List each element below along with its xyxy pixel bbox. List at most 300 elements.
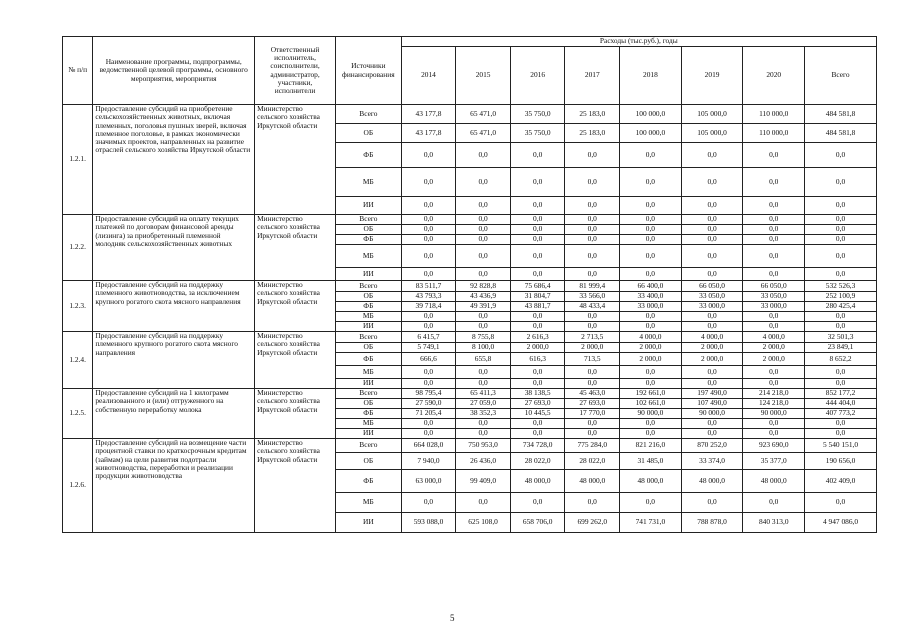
row-number: 1.2.4. bbox=[63, 332, 93, 389]
value-cell: 0,0 bbox=[510, 493, 565, 513]
value-cell: 593 088,0 bbox=[401, 513, 456, 533]
value-cell: 100 000,0 bbox=[620, 105, 682, 124]
value-cell: 0,0 bbox=[456, 419, 511, 429]
value-cell: 734 728,0 bbox=[510, 439, 565, 453]
header-source: Источники финансирования bbox=[335, 37, 401, 105]
value-cell: 0,0 bbox=[401, 225, 456, 235]
value-cell: 0,0 bbox=[401, 493, 456, 513]
value-cell: 0,0 bbox=[681, 168, 743, 197]
value-cell: 33 374,0 bbox=[681, 453, 743, 470]
funding-source: ИИ bbox=[335, 513, 401, 533]
value-cell: 0,0 bbox=[620, 312, 682, 322]
value-cell: 0,0 bbox=[620, 168, 682, 197]
value-cell: 0,0 bbox=[743, 215, 805, 225]
value-cell: 83 511,7 bbox=[401, 281, 456, 292]
funding-source: ИИ bbox=[335, 197, 401, 215]
funding-source: МБ bbox=[335, 245, 401, 268]
value-cell: 28 022,0 bbox=[565, 453, 620, 470]
value-cell: 0,0 bbox=[456, 268, 511, 281]
value-cell: 48 000,0 bbox=[681, 470, 743, 493]
executor: Министерство сельского хозяйства Иркутской области bbox=[255, 389, 336, 439]
value-cell: 0,0 bbox=[620, 429, 682, 439]
value-cell: 0,0 bbox=[681, 143, 743, 168]
value-cell: 0,0 bbox=[401, 312, 456, 322]
value-cell: 31 485,0 bbox=[620, 453, 682, 470]
value-cell: 664 028,0 bbox=[401, 439, 456, 453]
value-cell: 124 218,0 bbox=[743, 399, 805, 409]
value-cell: 26 436,0 bbox=[456, 453, 511, 470]
value-cell: 192 661,0 bbox=[620, 389, 682, 399]
value-cell: 625 108,0 bbox=[456, 513, 511, 533]
value-cell: 197 490,0 bbox=[681, 389, 743, 399]
value-cell: 33 000,0 bbox=[681, 302, 743, 312]
value-cell: 0,0 bbox=[401, 245, 456, 268]
table-row bbox=[63, 389, 877, 399]
table-body bbox=[63, 105, 877, 533]
value-cell: 0,0 bbox=[743, 225, 805, 235]
total-cell: 484 581,8 bbox=[805, 124, 877, 143]
value-cell: 741 731,0 bbox=[620, 513, 682, 533]
value-cell: 17 770,0 bbox=[565, 409, 620, 419]
value-cell: 8 100,0 bbox=[456, 343, 511, 353]
page-number: 5 bbox=[450, 613, 455, 623]
header-executor: Ответственный исполнитель, соисполнители, администратор, участники, исполнители bbox=[255, 37, 336, 105]
value-cell: 0,0 bbox=[510, 225, 565, 235]
total-cell: 190 656,0 bbox=[805, 453, 877, 470]
value-cell: 35 750,0 bbox=[510, 124, 565, 143]
table-row bbox=[63, 332, 877, 343]
value-cell: 0,0 bbox=[456, 493, 511, 513]
value-cell: 0,0 bbox=[510, 366, 565, 379]
value-cell: 0,0 bbox=[401, 379, 456, 389]
value-cell: 48 000,0 bbox=[743, 470, 805, 493]
value-cell: 0,0 bbox=[681, 268, 743, 281]
value-cell: 0,0 bbox=[743, 493, 805, 513]
table-row bbox=[63, 281, 877, 292]
value-cell: 2 000,0 bbox=[681, 353, 743, 366]
value-cell: 110 000,0 bbox=[743, 105, 805, 124]
total-cell: 0,0 bbox=[805, 493, 877, 513]
value-cell: 48 000,0 bbox=[565, 470, 620, 493]
total-cell: 0,0 bbox=[805, 225, 877, 235]
value-cell: 8 755,8 bbox=[456, 332, 511, 343]
value-cell: 27 693,0 bbox=[565, 399, 620, 409]
measure-name: Предоставление субсидий на оплату текущих платежей по договорам финансовой аренды (лизинга) за приобретенный племенной молодняк сельскохозяйственных животных bbox=[93, 215, 255, 281]
value-cell: 65 411,3 bbox=[456, 389, 511, 399]
value-cell: 0,0 bbox=[565, 245, 620, 268]
value-cell: 75 686,4 bbox=[510, 281, 565, 292]
total-cell: 0,0 bbox=[805, 419, 877, 429]
total-cell: 0,0 bbox=[805, 429, 877, 439]
total-cell: 0,0 bbox=[805, 268, 877, 281]
funding-source: ИИ bbox=[335, 268, 401, 281]
funding-source: ФБ bbox=[335, 470, 401, 493]
value-cell: 0,0 bbox=[681, 197, 743, 215]
funding-source: МБ bbox=[335, 366, 401, 379]
value-cell: 105 000,0 bbox=[681, 124, 743, 143]
value-cell: 0,0 bbox=[510, 143, 565, 168]
funding-source: ФБ bbox=[335, 353, 401, 366]
value-cell: 65 471,0 bbox=[456, 105, 511, 124]
total-cell: 0,0 bbox=[805, 322, 877, 332]
header-total: Всего bbox=[805, 47, 877, 105]
value-cell: 2 000,0 bbox=[510, 343, 565, 353]
value-cell: 0,0 bbox=[620, 245, 682, 268]
budget-table bbox=[62, 36, 877, 533]
value-cell: 45 463,0 bbox=[565, 389, 620, 399]
value-cell: 0,0 bbox=[681, 379, 743, 389]
value-cell: 0,0 bbox=[743, 419, 805, 429]
value-cell: 0,0 bbox=[743, 143, 805, 168]
header-year: 2019 bbox=[681, 47, 743, 105]
header-expenses: Расходы (тыс.руб.), годы bbox=[401, 37, 876, 47]
funding-source: ОБ bbox=[335, 292, 401, 302]
value-cell: 0,0 bbox=[565, 143, 620, 168]
value-cell: 0,0 bbox=[456, 429, 511, 439]
value-cell: 0,0 bbox=[620, 268, 682, 281]
value-cell: 0,0 bbox=[743, 268, 805, 281]
value-cell: 0,0 bbox=[565, 168, 620, 197]
value-cell: 0,0 bbox=[620, 493, 682, 513]
value-cell: 102 661,0 bbox=[620, 399, 682, 409]
value-cell: 4 000,0 bbox=[743, 332, 805, 343]
header-num: № п/п bbox=[63, 37, 93, 105]
total-cell: 402 409,0 bbox=[805, 470, 877, 493]
funding-source: ОБ bbox=[335, 453, 401, 470]
value-cell: 6 415,7 bbox=[401, 332, 456, 343]
row-number: 1.2.3. bbox=[63, 281, 93, 332]
value-cell: 0,0 bbox=[401, 322, 456, 332]
value-cell: 2 000,0 bbox=[743, 343, 805, 353]
value-cell: 27 059,0 bbox=[456, 399, 511, 409]
value-cell: 821 216,0 bbox=[620, 439, 682, 453]
value-cell: 33 050,0 bbox=[681, 292, 743, 302]
value-cell: 0,0 bbox=[456, 322, 511, 332]
executor: Министерство сельского хозяйства Иркутской области bbox=[255, 439, 336, 533]
value-cell: 0,0 bbox=[456, 366, 511, 379]
value-cell: 33 000,0 bbox=[620, 302, 682, 312]
value-cell: 0,0 bbox=[401, 235, 456, 245]
value-cell: 0,0 bbox=[510, 429, 565, 439]
value-cell: 28 022,0 bbox=[510, 453, 565, 470]
value-cell: 0,0 bbox=[510, 197, 565, 215]
value-cell: 0,0 bbox=[510, 235, 565, 245]
row-number: 1.2.6. bbox=[63, 439, 93, 533]
value-cell: 0,0 bbox=[401, 429, 456, 439]
value-cell: 33 000,0 bbox=[743, 302, 805, 312]
total-cell: 280 425,4 bbox=[805, 302, 877, 312]
value-cell: 0,0 bbox=[620, 419, 682, 429]
value-cell: 0,0 bbox=[456, 312, 511, 322]
row-number: 1.2.2. bbox=[63, 215, 93, 281]
value-cell: 750 953,0 bbox=[456, 439, 511, 453]
header-year: 2020 bbox=[743, 47, 805, 105]
value-cell: 0,0 bbox=[565, 366, 620, 379]
measure-name: Предоставление субсидий на возмещение части процентной ставки по краткосрочным кредитам (займам) на цели развития подотрасли животноводства, переработки и реализации продукции животноводства bbox=[93, 439, 255, 533]
total-cell: 0,0 bbox=[805, 143, 877, 168]
value-cell: 0,0 bbox=[620, 143, 682, 168]
value-cell: 43 793,3 bbox=[401, 292, 456, 302]
total-cell: 0,0 bbox=[805, 215, 877, 225]
value-cell: 0,0 bbox=[620, 225, 682, 235]
executor: Министерство сельского хозяйства Иркутской области bbox=[255, 105, 336, 215]
table-row bbox=[63, 439, 877, 453]
value-cell: 4 000,0 bbox=[681, 332, 743, 343]
value-cell: 90 000,0 bbox=[681, 409, 743, 419]
value-cell: 0,0 bbox=[681, 429, 743, 439]
value-cell: 923 690,0 bbox=[743, 439, 805, 453]
value-cell: 99 409,0 bbox=[456, 470, 511, 493]
funding-source: ИИ bbox=[335, 429, 401, 439]
funding-source: ОБ bbox=[335, 399, 401, 409]
funding-source: ФБ bbox=[335, 235, 401, 245]
value-cell: 0,0 bbox=[456, 168, 511, 197]
total-cell: 0,0 bbox=[805, 366, 877, 379]
value-cell: 0,0 bbox=[681, 322, 743, 332]
value-cell: 31 804,7 bbox=[510, 292, 565, 302]
value-cell: 0,0 bbox=[510, 168, 565, 197]
value-cell: 2 000,0 bbox=[620, 353, 682, 366]
table-row bbox=[63, 215, 877, 225]
header-name: Наименование программы, подпрограммы, ведомственной целевой программы, основного мероприятия, мероприятия bbox=[93, 37, 255, 105]
funding-source: Всего bbox=[335, 215, 401, 225]
value-cell: 92 828,8 bbox=[456, 281, 511, 292]
value-cell: 0,0 bbox=[565, 215, 620, 225]
value-cell: 0,0 bbox=[510, 245, 565, 268]
value-cell: 66 050,0 bbox=[681, 281, 743, 292]
value-cell: 65 471,0 bbox=[456, 124, 511, 143]
value-cell: 0,0 bbox=[743, 366, 805, 379]
value-cell: 0,0 bbox=[565, 429, 620, 439]
funding-source: Всего bbox=[335, 105, 401, 124]
value-cell: 25 183,0 bbox=[565, 105, 620, 124]
value-cell: 27 693,0 bbox=[510, 399, 565, 409]
value-cell: 0,0 bbox=[681, 312, 743, 322]
value-cell: 25 183,0 bbox=[565, 124, 620, 143]
value-cell: 0,0 bbox=[743, 312, 805, 322]
funding-source: ОБ bbox=[335, 225, 401, 235]
value-cell: 0,0 bbox=[743, 235, 805, 245]
value-cell: 616,3 bbox=[510, 353, 565, 366]
value-cell: 0,0 bbox=[743, 245, 805, 268]
value-cell: 63 000,0 bbox=[401, 470, 456, 493]
header-year: 2016 bbox=[510, 47, 565, 105]
funding-source: ФБ bbox=[335, 409, 401, 419]
value-cell: 840 313,0 bbox=[743, 513, 805, 533]
value-cell: 35 750,0 bbox=[510, 105, 565, 124]
total-cell: 0,0 bbox=[805, 312, 877, 322]
value-cell: 0,0 bbox=[620, 322, 682, 332]
value-cell: 658 706,0 bbox=[510, 513, 565, 533]
value-cell: 0,0 bbox=[565, 379, 620, 389]
value-cell: 43 881,7 bbox=[510, 302, 565, 312]
total-cell: 32 501,3 bbox=[805, 332, 877, 343]
funding-source: МБ bbox=[335, 493, 401, 513]
value-cell: 0,0 bbox=[620, 215, 682, 225]
value-cell: 0,0 bbox=[510, 312, 565, 322]
value-cell: 48 000,0 bbox=[620, 470, 682, 493]
value-cell: 39 718,4 bbox=[401, 302, 456, 312]
funding-source: ОБ bbox=[335, 124, 401, 143]
total-cell: 5 540 151,0 bbox=[805, 439, 877, 453]
value-cell: 38 138,5 bbox=[510, 389, 565, 399]
value-cell: 35 377,0 bbox=[743, 453, 805, 470]
total-cell: 23 849,1 bbox=[805, 343, 877, 353]
measure-name: Предоставление субсидий на 1 килограмм реализованного и (или) отгруженного на собственную переработку молока bbox=[93, 389, 255, 439]
value-cell: 33 566,0 bbox=[565, 292, 620, 302]
value-cell: 0,0 bbox=[743, 322, 805, 332]
value-cell: 0,0 bbox=[401, 268, 456, 281]
value-cell: 2 713,5 bbox=[565, 332, 620, 343]
value-cell: 0,0 bbox=[681, 235, 743, 245]
value-cell: 98 795,4 bbox=[401, 389, 456, 399]
budget-table-sheet bbox=[62, 36, 877, 533]
value-cell: 0,0 bbox=[620, 235, 682, 245]
value-cell: 2 000,0 bbox=[681, 343, 743, 353]
value-cell: 0,0 bbox=[510, 322, 565, 332]
value-cell: 2 000,0 bbox=[620, 343, 682, 353]
value-cell: 713,5 bbox=[565, 353, 620, 366]
value-cell: 71 205,4 bbox=[401, 409, 456, 419]
measure-name: Предоставление субсидий на поддержку племенного крупного рогатого скота мясного направления bbox=[93, 332, 255, 389]
value-cell: 0,0 bbox=[401, 215, 456, 225]
measure-name: Предоставление субсидий на приобретение сельскохозяйственных животных, включая племенных, поголовья пушных зверей, включая племенное поголовье, в рамках экономически значимых проектов, направленных на развитие отраслей сельского хозяйства Иркутской области bbox=[93, 105, 255, 215]
value-cell: 0,0 bbox=[565, 493, 620, 513]
value-cell: 0,0 bbox=[565, 225, 620, 235]
value-cell: 33 400,0 bbox=[620, 292, 682, 302]
executor: Министерство сельского хозяйства Иркутской области bbox=[255, 281, 336, 332]
value-cell: 0,0 bbox=[681, 225, 743, 235]
value-cell: 0,0 bbox=[743, 168, 805, 197]
funding-source: ФБ bbox=[335, 302, 401, 312]
value-cell: 66 400,0 bbox=[620, 281, 682, 292]
value-cell: 43 177,8 bbox=[401, 105, 456, 124]
total-cell: 484 581,8 bbox=[805, 105, 877, 124]
value-cell: 775 284,0 bbox=[565, 439, 620, 453]
funding-source: ОБ bbox=[335, 343, 401, 353]
value-cell: 27 590,0 bbox=[401, 399, 456, 409]
value-cell: 0,0 bbox=[401, 168, 456, 197]
funding-source: ИИ bbox=[335, 322, 401, 332]
value-cell: 0,0 bbox=[743, 379, 805, 389]
funding-source: ИИ bbox=[335, 379, 401, 389]
value-cell: 0,0 bbox=[456, 215, 511, 225]
total-cell: 4 947 086,0 bbox=[805, 513, 877, 533]
value-cell: 90 000,0 bbox=[743, 409, 805, 419]
total-cell: 0,0 bbox=[805, 235, 877, 245]
value-cell: 0,0 bbox=[456, 245, 511, 268]
total-cell: 0,0 bbox=[805, 245, 877, 268]
value-cell: 10 445,5 bbox=[510, 409, 565, 419]
value-cell: 43 177,8 bbox=[401, 124, 456, 143]
value-cell: 2 000,0 bbox=[565, 343, 620, 353]
total-cell: 0,0 bbox=[805, 379, 877, 389]
funding-source: МБ bbox=[335, 419, 401, 429]
value-cell: 66 050,0 bbox=[743, 281, 805, 292]
funding-source: МБ bbox=[335, 312, 401, 322]
value-cell: 0,0 bbox=[401, 143, 456, 168]
value-cell: 33 050,0 bbox=[743, 292, 805, 302]
total-cell: 532 526,3 bbox=[805, 281, 877, 292]
funding-source: ФБ bbox=[335, 143, 401, 168]
value-cell: 48 000,0 bbox=[510, 470, 565, 493]
header-row-top bbox=[63, 37, 877, 47]
value-cell: 699 262,0 bbox=[565, 513, 620, 533]
value-cell: 7 940,0 bbox=[401, 453, 456, 470]
value-cell: 81 999,4 bbox=[565, 281, 620, 292]
value-cell: 655,8 bbox=[456, 353, 511, 366]
funding-source: Всего bbox=[335, 332, 401, 343]
table-row bbox=[63, 105, 877, 124]
value-cell: 0,0 bbox=[456, 235, 511, 245]
value-cell: 0,0 bbox=[456, 197, 511, 215]
total-cell: 444 404,0 bbox=[805, 399, 877, 409]
value-cell: 666,6 bbox=[401, 353, 456, 366]
value-cell: 0,0 bbox=[681, 419, 743, 429]
value-cell: 0,0 bbox=[681, 215, 743, 225]
value-cell: 0,0 bbox=[401, 197, 456, 215]
value-cell: 38 352,3 bbox=[456, 409, 511, 419]
value-cell: 0,0 bbox=[565, 312, 620, 322]
value-cell: 0,0 bbox=[743, 197, 805, 215]
value-cell: 0,0 bbox=[681, 493, 743, 513]
total-cell: 852 177,2 bbox=[805, 389, 877, 399]
value-cell: 2 616,3 bbox=[510, 332, 565, 343]
value-cell: 0,0 bbox=[620, 366, 682, 379]
value-cell: 49 391,9 bbox=[456, 302, 511, 312]
value-cell: 0,0 bbox=[681, 366, 743, 379]
value-cell: 0,0 bbox=[456, 143, 511, 168]
value-cell: 2 000,0 bbox=[743, 353, 805, 366]
funding-source: МБ bbox=[335, 168, 401, 197]
value-cell: 788 878,0 bbox=[681, 513, 743, 533]
row-number: 1.2.1. bbox=[63, 105, 93, 215]
total-cell: 0,0 bbox=[805, 197, 877, 215]
header-year: 2014 bbox=[401, 47, 456, 105]
value-cell: 48 433,4 bbox=[565, 302, 620, 312]
value-cell: 0,0 bbox=[565, 197, 620, 215]
funding-source: Всего bbox=[335, 389, 401, 399]
total-cell: 407 773,2 bbox=[805, 409, 877, 419]
total-cell: 0,0 bbox=[805, 168, 877, 197]
value-cell: 105 000,0 bbox=[681, 105, 743, 124]
executor: Министерство сельского хозяйства Иркутской области bbox=[255, 332, 336, 389]
value-cell: 5 749,1 bbox=[401, 343, 456, 353]
value-cell: 0,0 bbox=[565, 322, 620, 332]
value-cell: 0,0 bbox=[456, 225, 511, 235]
funding-source: Всего bbox=[335, 281, 401, 292]
value-cell: 0,0 bbox=[565, 235, 620, 245]
total-cell: 8 652,2 bbox=[805, 353, 877, 366]
value-cell: 0,0 bbox=[620, 197, 682, 215]
row-number: 1.2.5. bbox=[63, 389, 93, 439]
value-cell: 0,0 bbox=[510, 268, 565, 281]
value-cell: 0,0 bbox=[565, 268, 620, 281]
executor: Министерство сельского хозяйства Иркутской области bbox=[255, 215, 336, 281]
value-cell: 110 000,0 bbox=[743, 124, 805, 143]
value-cell: 870 252,0 bbox=[681, 439, 743, 453]
value-cell: 90 000,0 bbox=[620, 409, 682, 419]
measure-name: Предоставление субсидий на поддержку племенного животноводства, за исключением крупного рогатого скота мясного направления bbox=[93, 281, 255, 332]
header-year: 2017 bbox=[565, 47, 620, 105]
value-cell: 0,0 bbox=[401, 419, 456, 429]
value-cell: 100 000,0 bbox=[620, 124, 682, 143]
header-year: 2015 bbox=[456, 47, 511, 105]
value-cell: 0,0 bbox=[681, 245, 743, 268]
funding-source: Всего bbox=[335, 439, 401, 453]
value-cell: 214 218,0 bbox=[743, 389, 805, 399]
value-cell: 0,0 bbox=[565, 419, 620, 429]
